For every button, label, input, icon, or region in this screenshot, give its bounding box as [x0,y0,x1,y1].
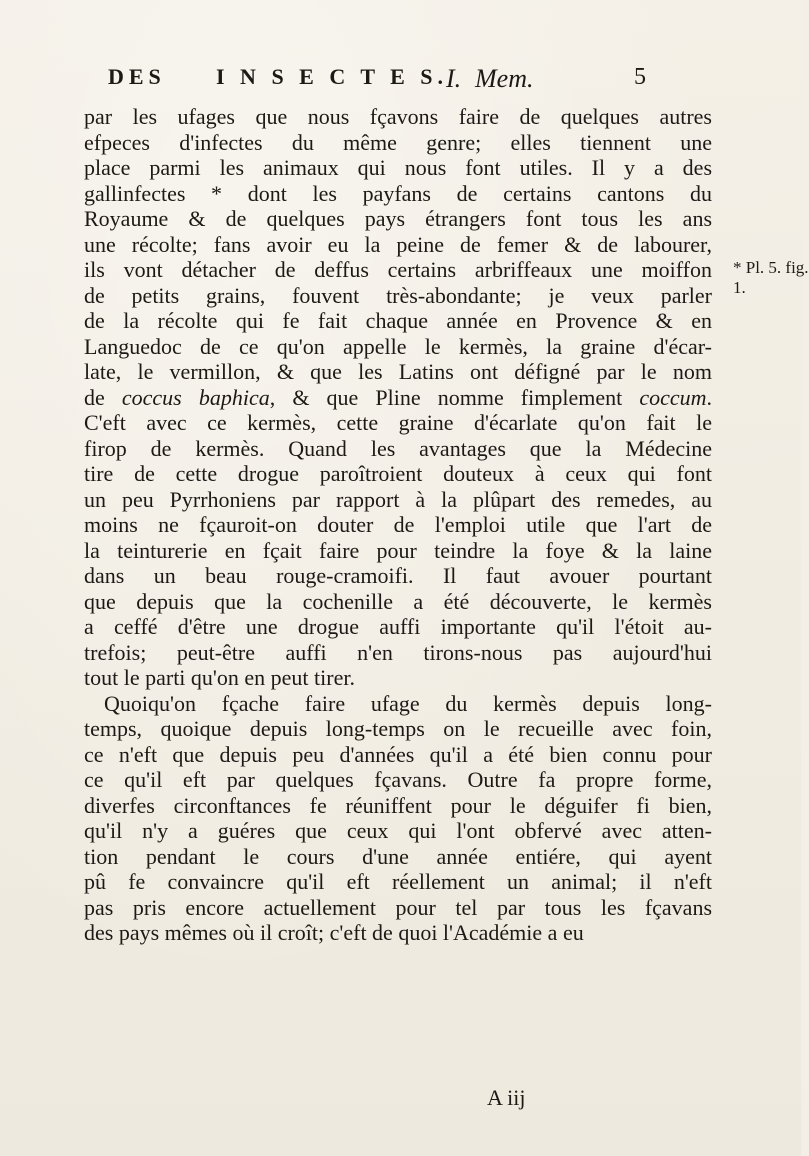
header-memoir: Mem. [475,64,534,93]
text-line: late, le vermillon, & que les Latins ont défigné par le nom [84,359,712,384]
text-line: tion pendant le cours d'une année entiére, qui ayent [84,843,712,869]
margin-note-line: * Pl. 5. fig. [733,258,809,277]
text-line: de la récolte qui fe fait chaque année en Provence & en [84,308,712,333]
text-line: gallinfectes * dont les payfans de certains cantons du [84,180,712,206]
text-line: qu'il n'y a guéres que ceux qui l'ont obfervé avec atten- [84,818,712,843]
text-line: Quoiqu'on fçache faire ufage du kermès depuis long- [104,690,712,716]
text-line: dans un beau rouge-cramoifi. Il faut avouer pourtant [84,563,712,588]
text-line: pû fe convaincre qu'il eft réellement un animal; il n'eft [84,869,712,894]
page-number: 5 [634,64,646,90]
text-line: C'eft avec ce kermès, cette graine d'écarlate qu'on fait le [84,410,712,435]
text-line: un peu Pyrrhoniens par rapport à la plûpart des remedes, au [84,486,712,512]
text-line: par les ufages que nous fçavons faire de quelques autres [84,104,712,129]
text-line: ce qu'il eft par quelques fçavans. Outre fa propre forme, [84,767,712,792]
text-line: de coccus baphica, & que Pline nomme fimplement coccum. [84,384,713,410]
text-line: temps, quoique depuis long-temps on le recueille avec foin, [84,716,712,741]
text-line: des pays mêmes où il croît; c'eft de quoi l'Académie a eu [84,920,584,945]
header-memoir-number: I. [446,64,462,93]
text-line: de petits grains, fouvent très-abondante; je veux parler [84,282,712,308]
margin-note [733,258,809,298]
text-line: a ceffé d'être une drogue auffi importante qu'il l'étoit au- [84,614,712,639]
text-line: tout le parti qu'on en peut tirer. [84,665,355,690]
header-des: DES [108,64,166,89]
text-line: ils vont détacher de deffus certains arbriffeaux une moiffon [84,257,712,282]
text-line: diverfes circonftances fe réuniffent pour le déguifer fi bien, [84,792,712,818]
margin-note-line: 1. [733,278,746,297]
signature-mark: A iij [487,1085,526,1110]
text-line: que depuis que la cochenille a été découverte, le kermès [84,588,712,614]
text-line: firop de kermès. Quand les avantages que la Médecine [84,435,712,461]
header-insectes: I N S E C T E S. [216,64,449,89]
text-line: moins ne fçauroit-on douter de l'emploi utile que l'art de [84,512,712,537]
text-line: pas pris encore actuellement pour tel par tous les fçavans [84,894,712,920]
text-line: efpeces d'infectes du même genre; elles tiennent une [84,129,712,155]
text-line: place parmi les animaux qui nous font utiles. Il y a des [84,155,712,180]
text-line: une récolte; fans avoir eu la peine de femer & de labourer, [84,231,712,257]
text-line: tire de cette drogue paroîtroient douteux à ceux qui font [84,461,712,486]
text-line: ce n'eft que depuis peu d'années qu'il a été bien connu pour [84,741,712,767]
running-header [108,64,668,98]
text-line: la teinturerie en fçait faire pour teindre la foye & la laine [84,537,712,563]
text-line: Languedoc de ce qu'on appelle le kermès, la graine d'écar- [84,333,712,359]
text-line: Royaume & de quelques pays étrangers font tous les ans [84,206,712,231]
text-line: trefois; peut-être auffi n'en tirons-nous pas aujourd'hui [84,639,712,665]
body-text [84,104,712,946]
